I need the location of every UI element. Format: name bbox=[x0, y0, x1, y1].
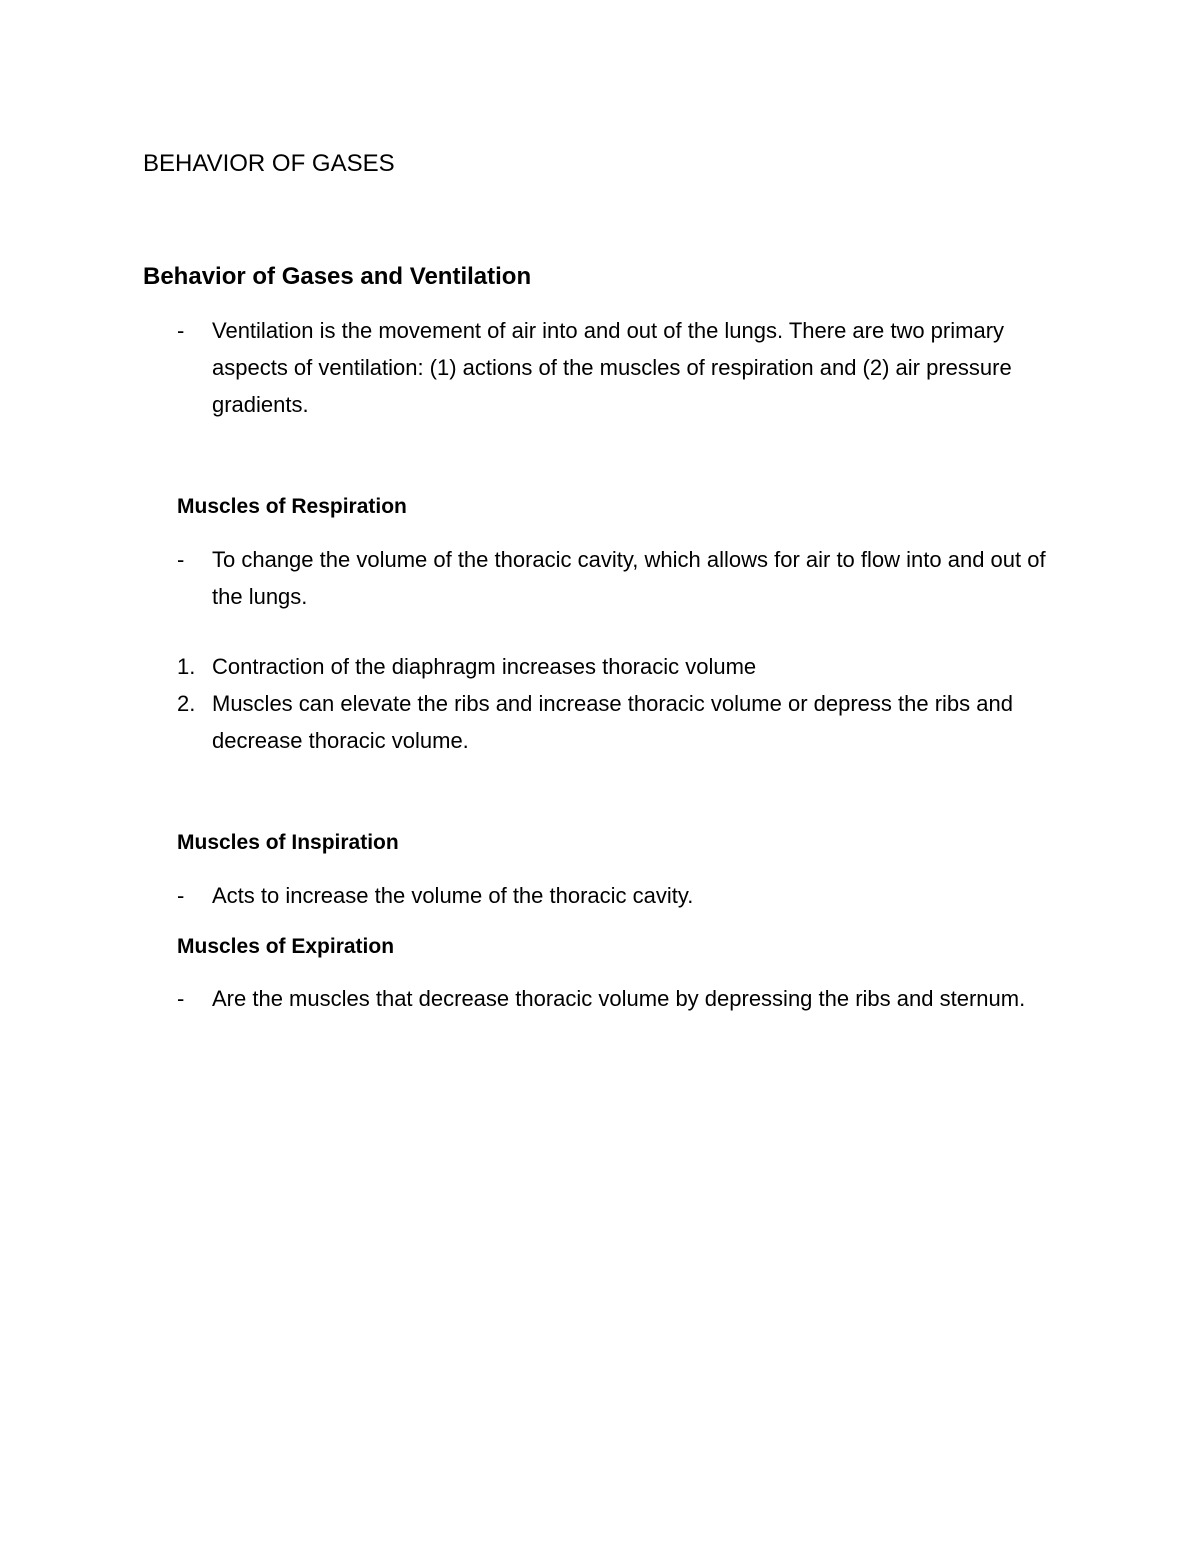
bullet-marker: - bbox=[177, 986, 185, 1011]
heading-muscles-of-inspiration: Muscles of Inspiration bbox=[177, 831, 399, 854]
bullet-marker: - bbox=[177, 318, 185, 343]
number-marker: 1. bbox=[177, 654, 196, 679]
inspiration-bullet-text: Acts to increase the volume of the thoracic cavity. bbox=[212, 883, 694, 908]
heading-muscles-of-expiration: Muscles of Expiration bbox=[177, 935, 395, 958]
expiration-bullet-text: Are the muscles that decrease thoracic volume by depressing the ribs and sternum. bbox=[212, 986, 1026, 1011]
bullet-marker: - bbox=[177, 547, 185, 572]
section-heading-ventilation: Behavior of Gases and Ventilation bbox=[143, 263, 532, 290]
numbered-item-2 bbox=[177, 685, 1077, 759]
numbered-item-1 bbox=[177, 648, 1077, 685]
respiration-bullet bbox=[177, 541, 1077, 615]
ventilation-bullet bbox=[177, 312, 1077, 423]
heading-muscles-of-respiration: Muscles of Respiration bbox=[177, 495, 407, 518]
page-title: BEHAVIOR OF GASES bbox=[143, 150, 395, 177]
respiration-bullet-text: To change the volume of the thoracic cavity, which allows for air to flow into and out of the lungs. bbox=[212, 547, 1046, 609]
expiration-bullet bbox=[177, 980, 1077, 1017]
ventilation-bullet-text: Ventilation is the movement of air into and out of the lungs. There are two primary aspects of ventilation: (1) actions of the muscles of respiration and (2) air pressure gradients. bbox=[212, 318, 1012, 417]
number-marker: 2. bbox=[177, 691, 196, 716]
inspiration-bullet bbox=[177, 877, 1077, 914]
bullet-marker: - bbox=[177, 883, 185, 908]
numbered-item-2-text: Muscles can elevate the ribs and increase thoracic volume or depress the ribs and decrease thoracic volume. bbox=[212, 691, 1013, 753]
numbered-item-1-text: Contraction of the diaphragm increases thoracic volume bbox=[212, 654, 757, 679]
